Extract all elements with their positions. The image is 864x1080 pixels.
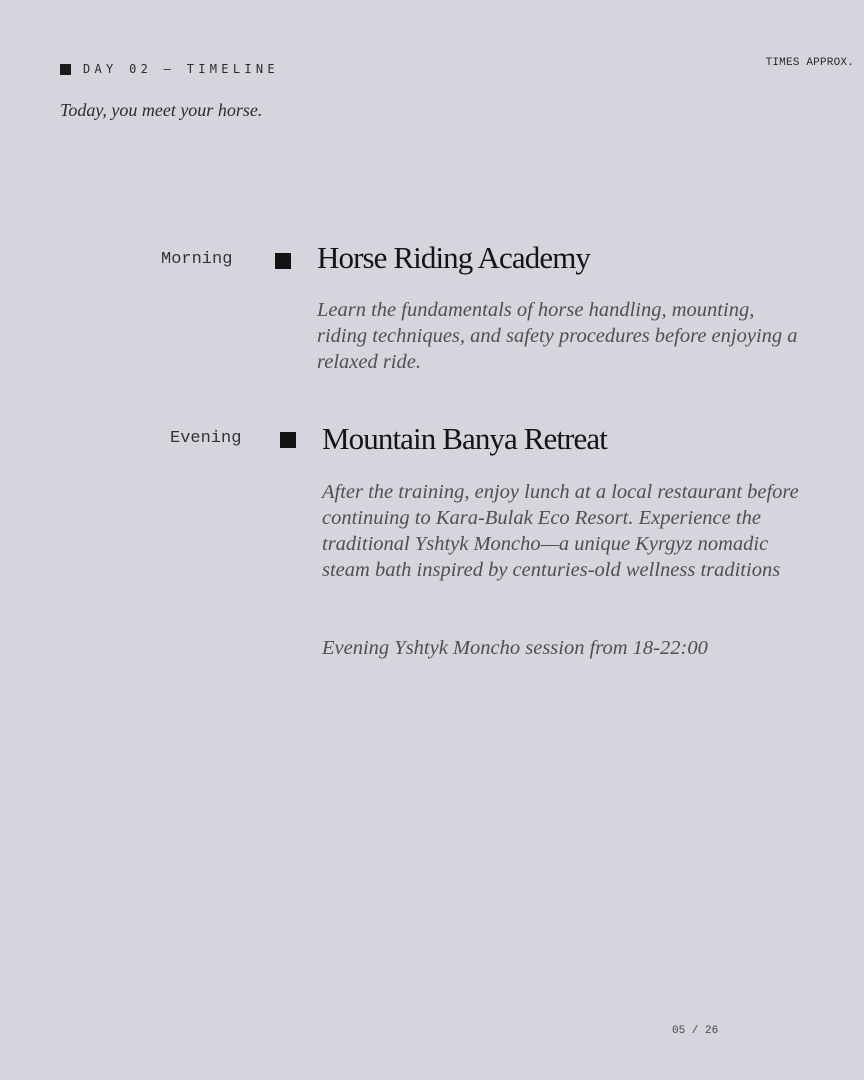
timeline-bullet [275, 253, 291, 269]
header-square-marker [60, 64, 71, 75]
timeline-bullet [280, 432, 296, 448]
event-description: Learn the fundamentals of horse handling, mounting, riding techniques, and safety procedures before enjoying a relaxed ride. [317, 299, 798, 373]
event-title: Mountain Banya Retreat [322, 421, 607, 456]
event-title: Horse Riding Academy [317, 240, 591, 275]
time-label: Morning [161, 250, 233, 269]
page-subtitle: Today, you meet your horse. [60, 100, 263, 120]
page-number: 05 / 26 [672, 1025, 719, 1037]
times-approx-note: TIMES APPROX. [765, 57, 854, 69]
event-description: After the training, enjoy lunch at a local restaurant before continuing to Kara-Bulak Eco Resort. Experience the traditional Yshtyk Moncho—a unique Kyrgyz nomadic steam bath inspired by centuries-old wellness traditions [322, 481, 799, 581]
time-label: Evening [170, 429, 242, 448]
event-note: Evening Yshtyk Moncho session from 18-22:00 [322, 637, 708, 659]
section-label: DAY 02 — TIMELINE [83, 62, 279, 76]
